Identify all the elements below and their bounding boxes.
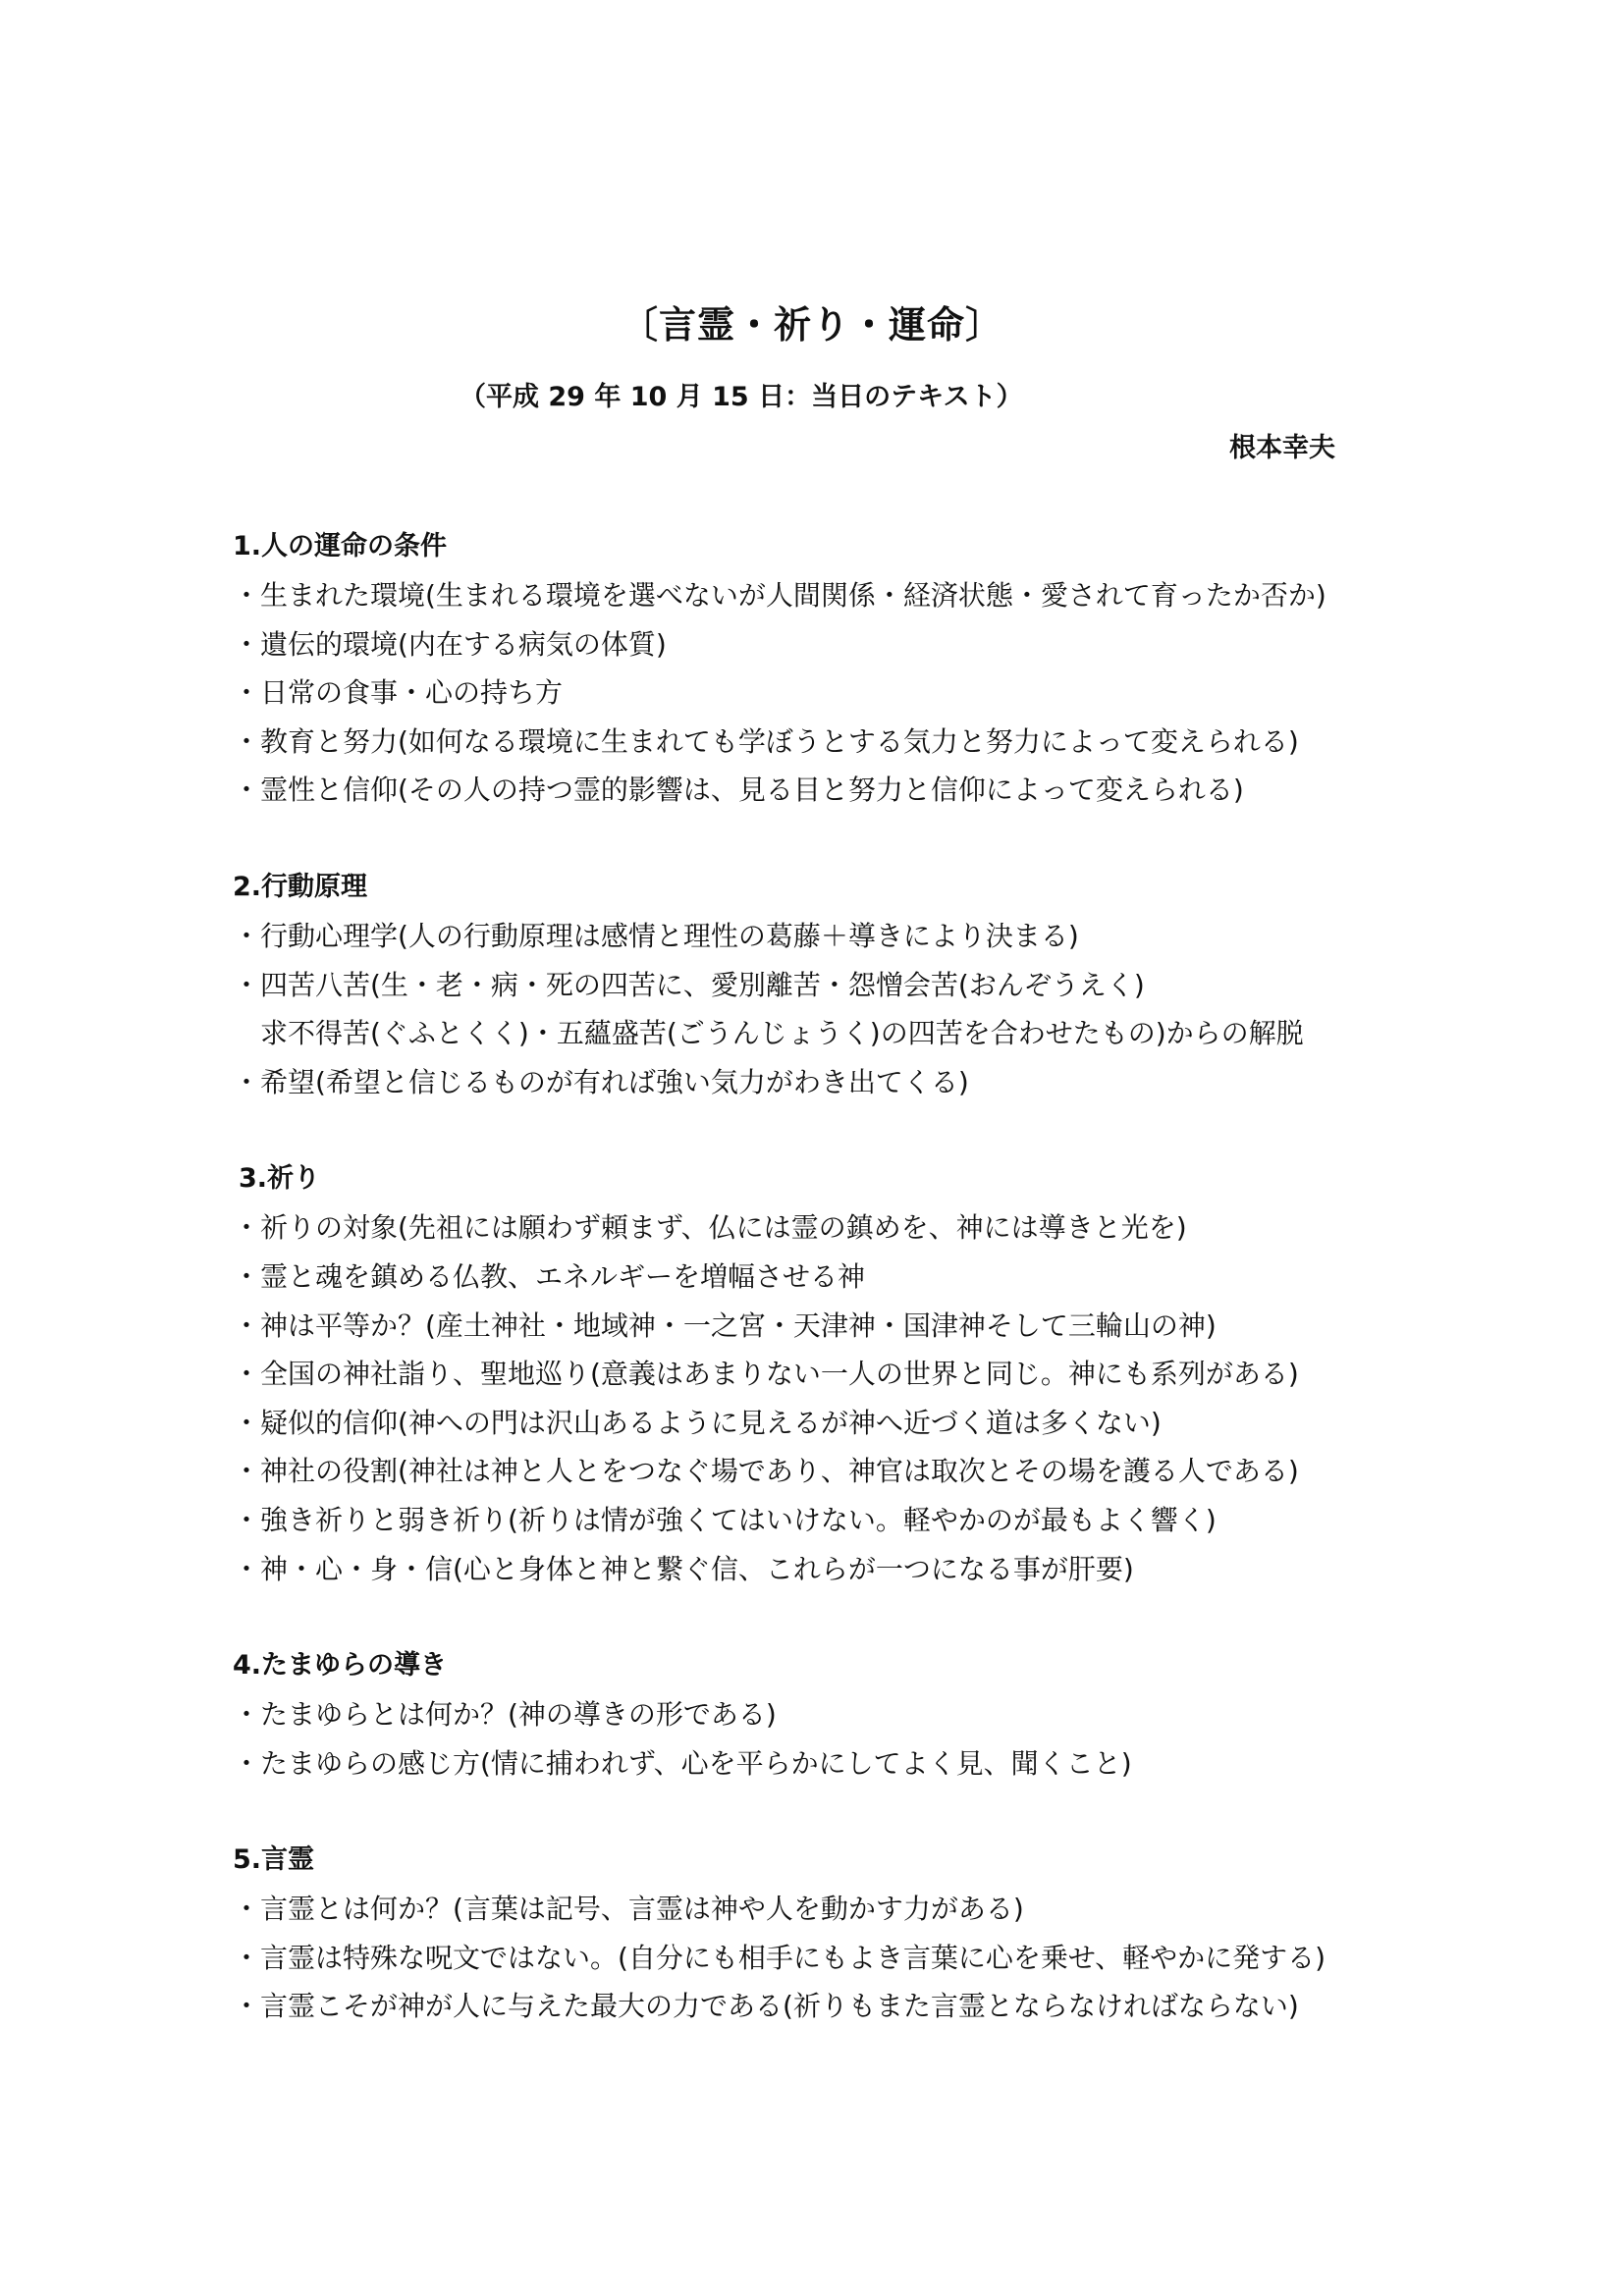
list-item: ・祈りの対象(先祖には願わず頼まず、仏には霊の鎮めを、神には導きと光を) (233, 1211, 1187, 1245)
list-item: ・言霊は特殊な呪文ではない。(自分にも相手にもよき言葉に心を乗せ、軽やかに発する) (233, 1941, 1326, 1974)
list-item: ・霊性と信仰(その人の持つ霊的影響は、見る目と努力と信仰によって変えられる) (233, 774, 1244, 807)
list-item: ・生まれた環境(生まれる環境を選べないが人間関係・経済状態・愛されて育ったか否か) (233, 579, 1326, 612)
list-item: ・行動心理学(人の行動原理は感情と理性の葛藤＋導きにより決まる) (233, 919, 1079, 952)
list-item: ・たまゆらの感じ方(情に捕われず、心を平らかにしてよく見、聞くこと) (233, 1746, 1132, 1780)
document-subtitle: （平成 29 年 10 月 15 日：当日のテキスト） (460, 382, 1023, 412)
list-item: ・遺伝的環境(内在する病気の体質) (233, 627, 667, 661)
list-item: ・神・心・身・信(心と身体と神と繋ぐ信、これらが一つになる事が肝要) (233, 1552, 1134, 1585)
section-fate-conditions (233, 522, 1411, 815)
list-item: ・神は平等か？(産土神社・地域神・一之宮・天津神・国津神そして三輪山の神) (233, 1308, 1217, 1342)
list-item: ・教育と努力(如何なる環境に生まれても学ぼうとする気力と努力によって変えられる) (233, 724, 1299, 758)
section-heading: 4.たまゆらの導き (233, 1650, 448, 1682)
section-behavior-principles (233, 863, 1411, 1106)
list-item: ・たまゆらとは何か？(神の導きの形である) (233, 1698, 777, 1732)
author-name: 根本幸夫 (1229, 433, 1335, 463)
section-tamayura-guidance (233, 1641, 1411, 1788)
document-title: 〔言霊・祈り・運命〕 (620, 303, 1003, 347)
list-item: ・神社の役割(神社は神と人とをつなぐ場であり、神官は取次とその場を護る人である) (233, 1455, 1299, 1488)
section-heading: 2.行動原理 (233, 871, 368, 902)
list-item-continuation: 求不得苦(ぐふとくく)・五蘊盛苦(ごうんじょうく)の四苦を合わせたもの)からの解脱 (260, 1017, 1304, 1050)
list-item: ・日常の食事・心の持ち方 (233, 676, 564, 710)
document-body (233, 522, 1411, 2079)
list-item: ・全国の神社詣り、聖地巡り(意義はあまりない一人の世界と同じ。神にも系列がある) (233, 1358, 1299, 1391)
list-item: ・四苦八苦(生・老・病・死の四苦に、愛別離苦・怨憎会苦(おんぞうえく) (233, 968, 1145, 1001)
list-item: ・疑似的信仰(神への門は沢山あるように見えるが神へ近づく道は多くない) (233, 1406, 1162, 1439)
list-item: ・言霊とは何か？(言葉は記号、言霊は神や人を動かす力がある) (233, 1893, 1024, 1926)
section-heading: 5.言霊 (233, 1844, 315, 1876)
list-item: ・強き祈りと弱き祈り(祈りは情が強くてはいけない。軽やかのが最もよく響く) (233, 1503, 1217, 1536)
list-item: ・希望(希望と信じるものが有れば強い気力がわき出てくる) (233, 1065, 969, 1098)
list-item: ・霊と魂を鎮める仏教、エネルギーを増幅させる神 (233, 1259, 866, 1293)
section-prayer (233, 1154, 1411, 1593)
section-heading: 3.祈り (239, 1163, 321, 1195)
section-heading: 1.人の運命の条件 (233, 531, 448, 561)
section-kotodama (233, 1836, 1411, 2031)
list-item: ・言霊こそが神が人に与えた最大の力である(祈りもまた言霊とならなければならない) (233, 1990, 1299, 2023)
